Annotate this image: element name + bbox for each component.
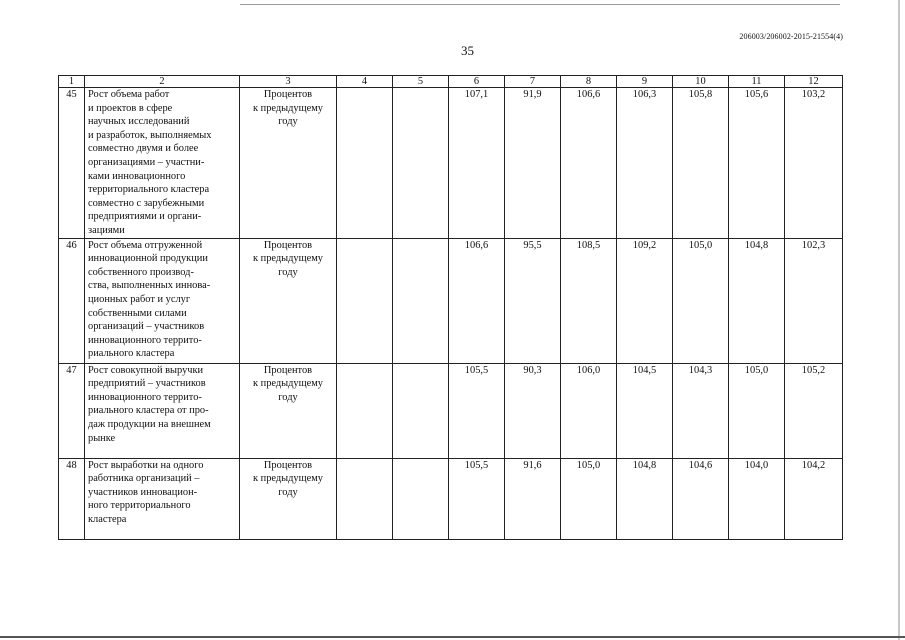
indicator-name-line: и разработок, выполняемых xyxy=(88,129,212,141)
value-cell: 103,2 xyxy=(785,88,843,239)
bottom-rule xyxy=(0,636,905,638)
indicator-name-line: Рост объема работ xyxy=(88,89,170,100)
indicator-name-line: участников инновацион- xyxy=(88,486,198,498)
value-cell: 107,1 xyxy=(449,88,505,239)
unit-line: Процентов xyxy=(263,364,313,376)
unit-line: Процентов xyxy=(263,239,313,251)
value-cell: 105,5 xyxy=(449,458,505,539)
indicator-name xyxy=(85,238,240,363)
row-number: 45 xyxy=(59,88,85,239)
value-cell: 104,6 xyxy=(673,458,729,539)
value-cell: 106,0 xyxy=(561,363,617,458)
column-number: 7 xyxy=(505,76,561,88)
empty-cell xyxy=(337,458,393,539)
column-number: 6 xyxy=(449,76,505,88)
unit-of-measure xyxy=(240,458,337,539)
unit-line: Процентов xyxy=(263,459,313,471)
indicator-name-line: предприятий – участников xyxy=(88,378,206,390)
value-cell: 91,9 xyxy=(505,88,561,239)
value-cell: 105,5 xyxy=(449,363,505,458)
empty-cell xyxy=(393,458,449,539)
indicator-name xyxy=(85,363,240,458)
indicator-name-line: собственными силами xyxy=(88,307,187,319)
value-cell: 105,6 xyxy=(729,88,785,239)
indicator-name-line: инновационной продукции xyxy=(88,253,208,265)
value-cell: 105,8 xyxy=(673,88,729,239)
indicator-name-line: кластера xyxy=(88,513,127,525)
empty-cell xyxy=(393,363,449,458)
column-number: 10 xyxy=(673,76,729,88)
value-cell: 105,2 xyxy=(785,363,843,458)
unit-of-measure xyxy=(240,88,337,239)
indicator-name-line: риального кластера xyxy=(88,348,175,360)
unit-line: к предыдущему xyxy=(252,253,323,265)
column-number: 11 xyxy=(729,76,785,88)
indicators-table xyxy=(58,75,843,540)
unit-line: году xyxy=(278,486,298,498)
value-cell: 95,5 xyxy=(505,238,561,363)
unit-of-measure xyxy=(240,363,337,458)
indicator-name-line: и проектов в сфере xyxy=(88,102,173,114)
table-row xyxy=(59,238,843,363)
unit-line: к предыдущему xyxy=(252,473,323,485)
indicator-name-line: инновационного террито- xyxy=(88,334,202,346)
indicator-name-line: организаций – участников xyxy=(88,321,205,333)
value-cell: 106,6 xyxy=(449,238,505,363)
column-number: 1 xyxy=(59,76,85,88)
empty-cell xyxy=(393,238,449,363)
indicator-name-line: совместно двумя и более xyxy=(88,143,199,155)
empty-cell xyxy=(337,238,393,363)
column-number: 2 xyxy=(85,76,240,88)
document-id: 206003/206002-2015-21554(4) xyxy=(739,32,843,41)
indicator-name-line: рынке xyxy=(88,432,116,444)
value-cell: 106,3 xyxy=(617,88,673,239)
unit-of-measure xyxy=(240,238,337,363)
value-cell: 90,3 xyxy=(505,363,561,458)
indicator-name-line: работника организаций – xyxy=(88,473,200,485)
value-cell: 104,8 xyxy=(729,238,785,363)
value-cell: 104,2 xyxy=(785,458,843,539)
indicator-name xyxy=(85,88,240,239)
column-number: 12 xyxy=(785,76,843,88)
indicator-name-line: инновационного террито- xyxy=(88,391,202,403)
table-row xyxy=(59,88,843,239)
table-body xyxy=(59,88,843,540)
column-number: 4 xyxy=(337,76,393,88)
indicator-name-line: научных исследований xyxy=(88,116,190,128)
value-cell: 106,6 xyxy=(561,88,617,239)
indicator-name-line: риального кластера от про- xyxy=(88,405,209,417)
indicator-name-line: ками инновационного xyxy=(88,170,186,182)
value-cell: 104,8 xyxy=(617,458,673,539)
top-rule xyxy=(240,4,840,5)
table-row xyxy=(59,363,843,458)
column-number: 8 xyxy=(561,76,617,88)
unit-line: к предыдущему xyxy=(252,102,323,114)
value-cell: 109,2 xyxy=(617,238,673,363)
indicator-name-line: совместно с зарубежными xyxy=(88,197,205,209)
unit-line: году xyxy=(278,391,298,403)
indicator-name-line: собственного производ- xyxy=(88,266,194,278)
indicator-name-line: предприятиями и органи- xyxy=(88,211,202,223)
indicator-name-line: ства, выполненных иннова- xyxy=(88,280,211,292)
scan-edge xyxy=(898,0,900,640)
indicator-name-line: зациями xyxy=(88,224,125,236)
indicator-name-line: Рост выработки на одного xyxy=(88,459,204,471)
unit-line: году xyxy=(278,116,298,128)
indicator-name-line: даж продукции на внешнем xyxy=(88,418,211,430)
unit-line: Процентов xyxy=(263,89,313,100)
indicator-name-line: ного территориального xyxy=(88,500,191,512)
value-cell: 102,3 xyxy=(785,238,843,363)
page-number: 35 xyxy=(461,43,474,58)
value-cell: 108,5 xyxy=(561,238,617,363)
column-number: 3 xyxy=(240,76,337,88)
indicator-name-line: ционных работ и услуг xyxy=(88,293,191,305)
value-cell: 104,5 xyxy=(617,363,673,458)
value-cell: 104,3 xyxy=(673,363,729,458)
table-row xyxy=(59,458,843,539)
value-cell: 104,0 xyxy=(729,458,785,539)
unit-line: году xyxy=(278,266,298,278)
column-number: 5 xyxy=(393,76,449,88)
value-cell: 105,0 xyxy=(561,458,617,539)
indicator-name-line: организациями – участни- xyxy=(88,156,205,168)
value-cell: 91,6 xyxy=(505,458,561,539)
value-cell: 105,0 xyxy=(673,238,729,363)
unit-line: к предыдущему xyxy=(252,378,323,390)
indicator-name-line: территориального кластера xyxy=(88,184,210,196)
column-number-row xyxy=(59,76,843,88)
empty-cell xyxy=(337,363,393,458)
empty-cell xyxy=(393,88,449,239)
column-number: 9 xyxy=(617,76,673,88)
value-cell: 105,0 xyxy=(729,363,785,458)
row-number: 47 xyxy=(59,363,85,458)
indicator-name-line: Рост объема отгруженной xyxy=(88,239,203,251)
empty-cell xyxy=(337,88,393,239)
row-number: 48 xyxy=(59,458,85,539)
indicator-name xyxy=(85,458,240,539)
indicator-name-line: Рост совокупной выручки xyxy=(88,364,204,376)
row-number: 46 xyxy=(59,238,85,363)
